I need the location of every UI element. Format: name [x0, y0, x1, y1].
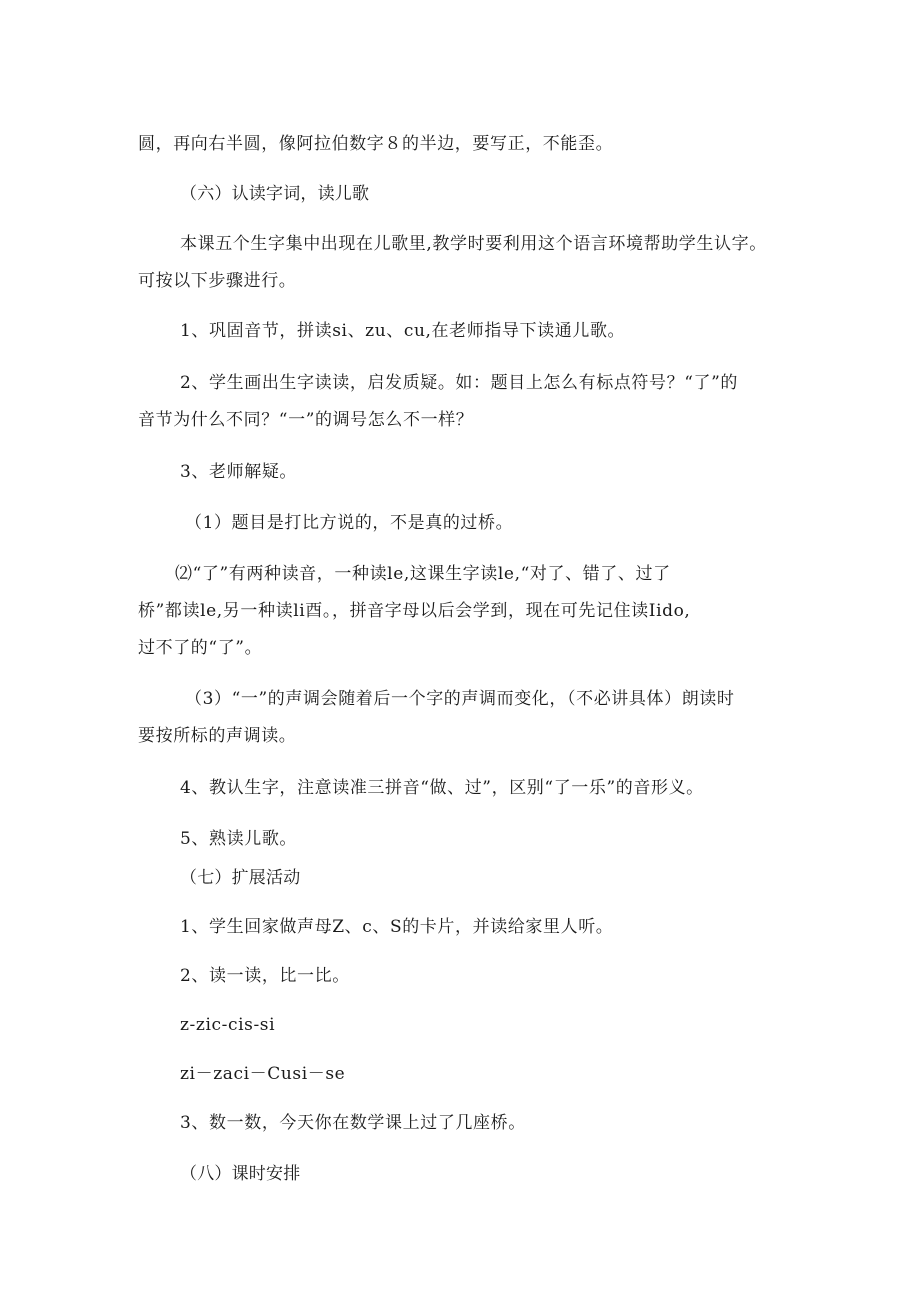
list-item: 1、学生回家做声母Z、c、S的卡片，并读给家里人听。 [180, 917, 614, 937]
list-item: 4、教认生字，注意读准三拼音“做、过”，区别“了一乐”的音形义。 [180, 778, 704, 798]
text-line: 要按所标的声调读。 [138, 726, 297, 746]
list-item: 2、读一读，比一比。 [180, 966, 350, 986]
list-item: （3）“一”的声调会随着后一个字的声调而变化，（不必讲具体）朗读时 [185, 689, 735, 709]
list-item: 1、巩固音节，拼读si、zu、cu,在老师指导下读通儿歌。 [180, 321, 626, 341]
list-item: 3、数一数，今天你在数学课上过了几座桥。 [180, 1113, 526, 1133]
section-heading: （八）课时安排 [180, 1164, 301, 1184]
pinyin-line: z-zic-cis-si [180, 1015, 276, 1035]
list-item: 2、学生画出生字读读，启发质疑。如：题目上怎么有标点符号？“了”的 [180, 373, 738, 393]
list-item: 5、熟读儿歌。 [180, 829, 298, 849]
list-item: （1）题目是打比方说的，不是真的过桥。 [185, 513, 514, 533]
list-item: ⑵“了”有两种读音，一种读le,这课生字读le,“对了、错了、过了 [175, 564, 671, 584]
text-line: 可按以下步骤进行。 [138, 271, 297, 291]
pinyin-line: zi－zaci－Cusi－se [180, 1064, 346, 1084]
text-line: 过不了的“了”。 [138, 638, 263, 658]
text-line: 本课五个生字集中出现在儿歌里,教学时要利用这个语言环境帮助学生认字。 [180, 234, 767, 254]
text-line: 桥”都读le,另一种读li酉。，拼音字母以后会学到，现在可先记住读Iido, [138, 601, 691, 621]
text-line: 音节为什么不同？“一”的调号怎么不一样？ [138, 410, 474, 430]
section-heading: （七）扩展活动 [180, 868, 301, 888]
text-line: 圆，再向右半圆，像阿拉伯数字８的半边，要写正，不能歪。 [138, 134, 614, 154]
section-heading: （六）认读字词，读儿歌 [180, 184, 370, 204]
list-item: 3、老师解疑。 [180, 462, 298, 482]
